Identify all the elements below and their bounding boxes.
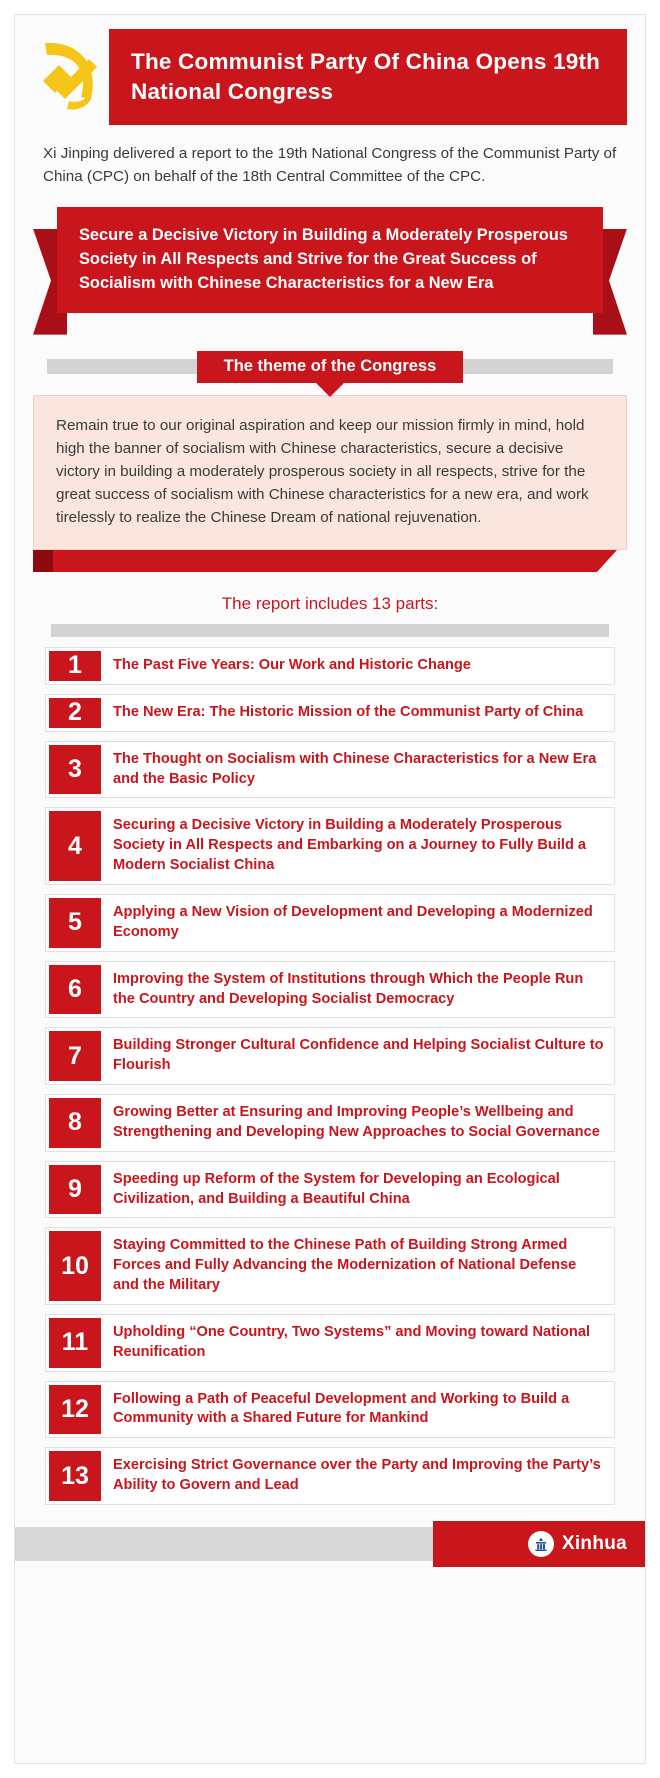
list-item[interactable] [45,1027,615,1085]
list-item[interactable] [45,694,615,732]
theme-body-text: Remain true to our original aspiration and keep our mission firmly in mind, hold high the banner of socialism with Chinese characteristics, secure a decisive victory in building a moderately prosperous society in all respects, strive for the great success of socialism with Chinese characteristics for a new era, and work tirelessly to realize the Chinese Dream of national rejuvenation. [33,395,627,550]
item-number: 12 [49,1385,101,1435]
brand-label: Xinhua [561,1533,627,1554]
item-number: 6 [49,965,101,1015]
xinhua-logo-icon [528,1531,554,1557]
list-item[interactable] [45,1161,615,1219]
list-item[interactable] [45,741,615,799]
intro-paragraph: Xi Jinping delivered a report to the 19th National Congress of the Communist Party of China (CPC) on behalf of the 18th Central Committee of the CPC. [43,145,617,185]
hammer-and-sickle-icon [33,29,109,125]
item-number: 8 [49,1098,101,1148]
item-label: The Past Five Years: Our Work and Historic Change [113,657,471,674]
list-item[interactable] [45,1381,615,1439]
theme-base-tip [597,550,617,572]
item-label: Exercising Strict Governance over the Party and Improving the Party’s Ability to Govern and Lead [113,1457,601,1494]
list-item[interactable] [45,1227,615,1305]
item-number: 2 [49,698,101,728]
item-label: Building Stronger Cultural Confidence and Helping Socialist Culture to Flourish [113,1037,604,1074]
item-number: 11 [49,1318,101,1368]
item-number: 13 [49,1451,101,1501]
item-label: Applying a New Vision of Development and Developing a Modernized Economy [113,903,593,940]
theme-base-bar [33,550,597,572]
item-number: 4 [49,811,101,881]
footer [15,1521,645,1567]
item-label: Speeding up Reform of the System for Developing an Ecological Civilization, and Building a Beautiful China [113,1170,560,1207]
item-label: Growing Better at Ensuring and Improving People’s Wellbeing and Strengthening and Developing New Approaches to Social Governance [113,1104,600,1140]
list-item[interactable] [45,961,615,1019]
list-item[interactable] [45,1094,615,1152]
header [33,29,627,125]
item-label: Following a Path of Peaceful Development and Working to Build a Community with a Shared Future for Mankind [113,1390,570,1427]
item-number: 1 [49,651,101,681]
theme-label: The theme of the Congress [197,351,463,383]
footer-brand-bar [433,1521,645,1567]
item-number: 5 [49,898,101,948]
item-label: The New Era: The Historic Mission of the Communist Party of China [113,703,584,720]
item-number: 10 [49,1231,101,1301]
item-label: Upholding “One Country, Two Systems” and Moving toward National Reunification [113,1323,591,1360]
parts-grey-bar [51,624,609,637]
parts-title: The report includes 13 parts: [221,594,439,614]
item-number: 9 [49,1165,101,1215]
ribbon-text: Secure a Decisive Victory in Building a Moderately Prosperous Society in All Respects and Strive for the Great Success of Socialism with Chinese Characteristics for a New Era [57,207,603,313]
theme-arrow-icon [316,383,344,397]
item-label: Improving the System of Institutions through Which the People Run the Country and Developing Socialist Democracy [113,970,584,1007]
header-title-bar [109,29,627,125]
list-item[interactable] [45,807,615,885]
theme-section [33,351,627,550]
item-label: The Thought on Socialism with Chinese Characteristics for a New Era and the Basic Policy [113,750,597,787]
item-label: Staying Committed to the Chinese Path of Building Strong Armed Forces and Fully Advancing the Modernization of National Defense and the Military [113,1237,577,1294]
list-item[interactable] [45,1447,615,1505]
item-label: Securing a Decisive Victory in Building a Moderately Prosperous Society in All Respects and Embarking on a Journey to Fully Build a Modern Socialist China [113,817,587,874]
page-title: The Communist Party Of China Opens 19th National Congress [131,49,601,104]
theme-base-banner [33,550,627,574]
theme-base-shadow [33,550,53,572]
list-item[interactable] [45,647,615,685]
parts-list [45,647,615,1505]
list-item[interactable] [45,894,615,952]
infographic-canvas [14,14,646,1764]
report-title-ribbon [25,207,635,347]
item-number: 3 [49,745,101,795]
list-item[interactable] [45,1314,615,1372]
item-number: 7 [49,1031,101,1081]
